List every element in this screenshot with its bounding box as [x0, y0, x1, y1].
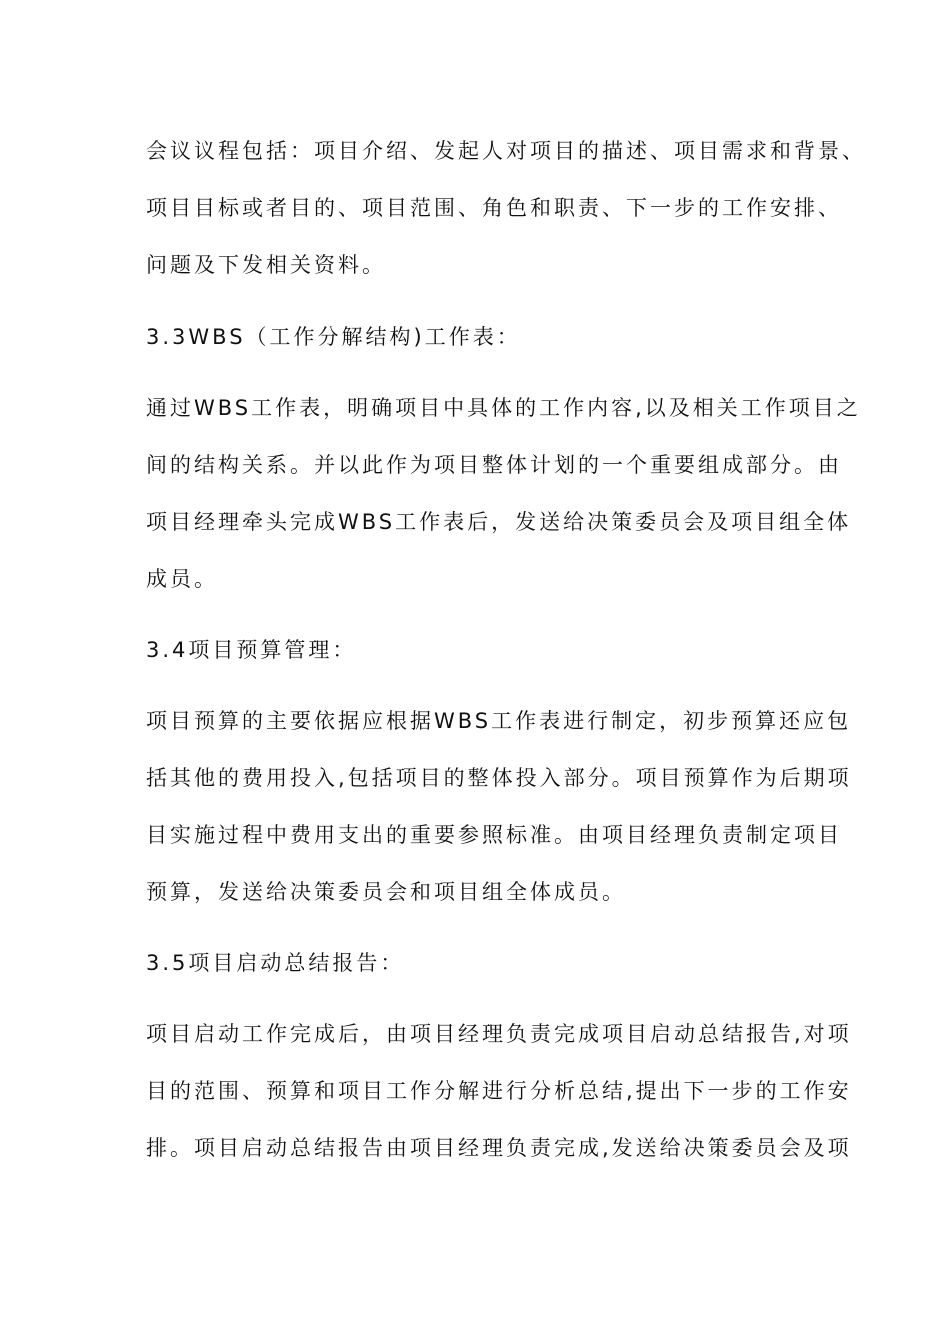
- section-heading-3-4: 3.4项目预算管理：: [146, 638, 357, 662]
- paragraph-wbs-line-2: 间的结构关系。并以此作为项目整体计划的一个重要组成部分。由: [146, 453, 842, 477]
- paragraph-wbs-line-4: 成员。: [146, 567, 218, 591]
- paragraph-wbs-line-1: 通过WBS工作表，明确项目中具体的工作内容,以及相关工作项目之: [146, 396, 861, 420]
- paragraph-agenda-line-2: 项目目标或者目的、项目范围、角色和职责、下一步的工作安排、: [146, 196, 842, 220]
- paragraph-agenda-line-3: 问题及下发相关资料。: [146, 253, 386, 277]
- paragraph-budget-line-2: 括其他的费用投入,包括项目的整体投入部分。项目预算作为后期项: [146, 766, 852, 790]
- paragraph-report-line-1: 项目启动工作完成后，由项目经理负责完成项目启动总结报告,对项: [146, 1022, 852, 1046]
- paragraph-budget-line-4: 预算，发送给决策委员会和项目组全体成员。: [146, 880, 626, 904]
- paragraph-agenda-line-1: 会议议程包括：项目介绍、发起人对项目的描述、项目需求和背景、: [146, 139, 866, 163]
- section-heading-3-5: 3.5项目启动总结报告：: [146, 951, 405, 975]
- paragraph-budget-line-3: 目实施过程中费用支出的重要参照标准。由项目经理负责制定项目: [146, 823, 842, 847]
- paragraph-wbs-line-3: 项目经理牵头完成WBS工作表后，发送给决策委员会及项目组全体: [146, 510, 852, 534]
- section-heading-3-3: 3.3WBS（工作分解结构)工作表：: [146, 325, 521, 349]
- paragraph-report-line-2: 目的范围、预算和项目工作分解进行分析总结,提出下一步的工作安: [146, 1079, 852, 1103]
- paragraph-budget-line-1: 项目预算的主要依据应根据WBS工作表进行制定，初步预算还应包: [146, 709, 852, 733]
- paragraph-report-line-3: 排。项目启动总结报告由项目经理负责完成,发送给决策委员会及项: [146, 1136, 852, 1160]
